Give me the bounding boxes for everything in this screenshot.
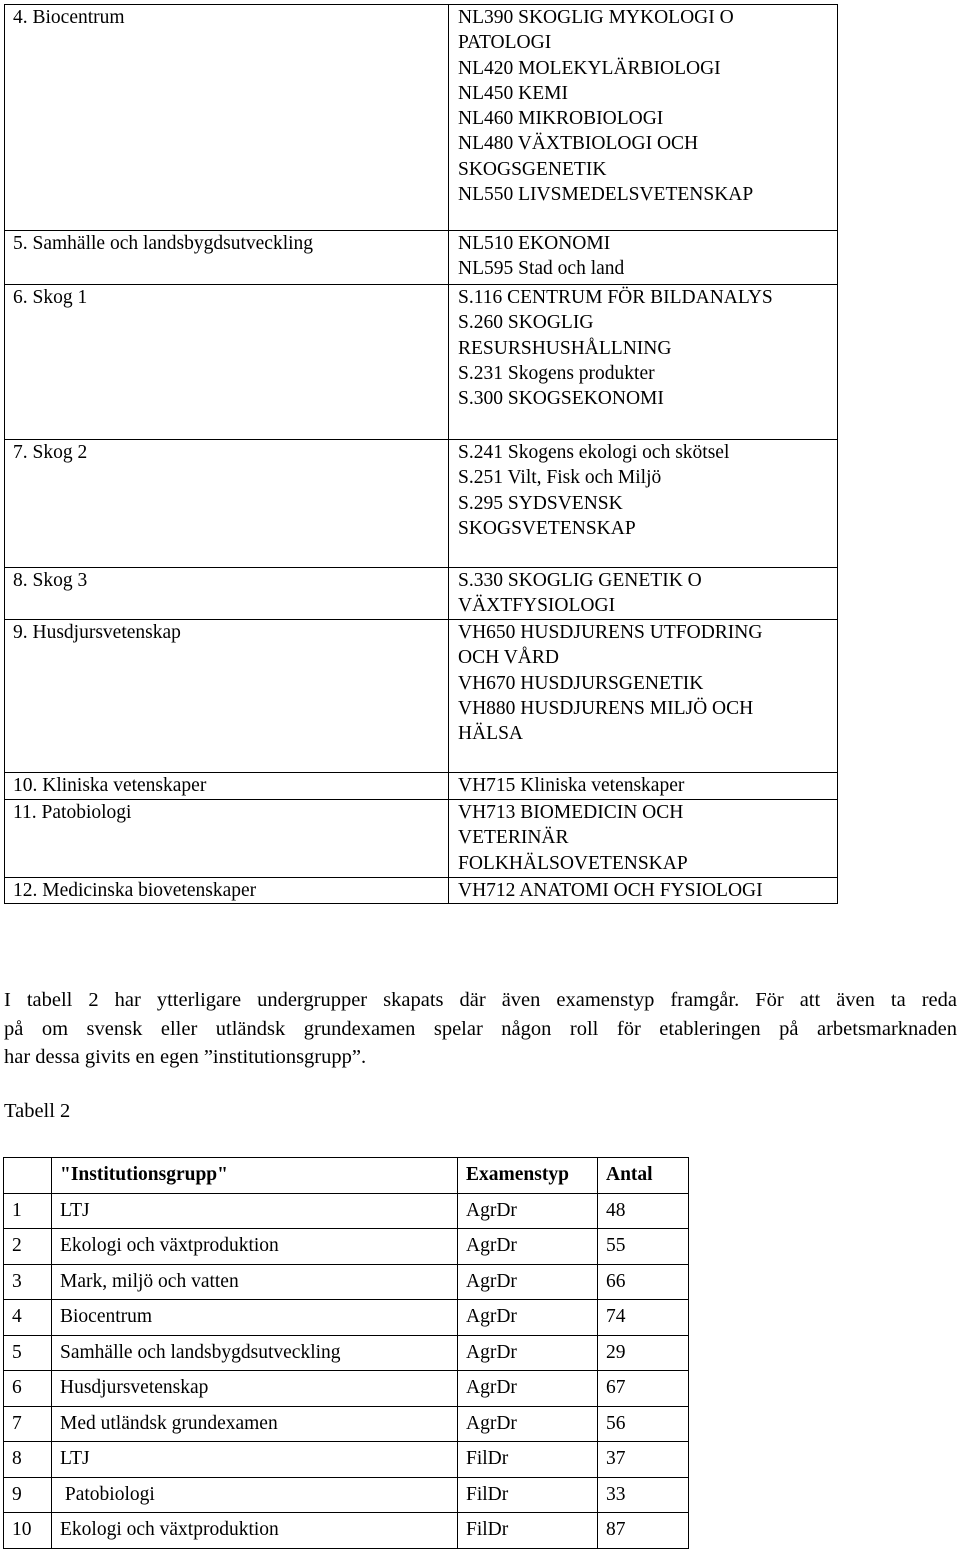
- department-line: S.241 Skogens ekologi och skötsel: [458, 442, 730, 463]
- group-name-cell: Patobiologi: [52, 1477, 458, 1513]
- paragraph-line: I tabell 2 har ytterligare undergrupper skapats där även examenstyp framgår. För att även ta reda: [4, 989, 957, 1011]
- department-line: S.231 Skogens produkter: [458, 362, 655, 384]
- degree-type-cell: AgrDr: [458, 1335, 598, 1371]
- department-line: NL450 KEMI: [458, 82, 568, 104]
- table-row: [5, 231, 838, 285]
- department-line: NL390 SKOGLIG MYKOLOGI O: [458, 7, 734, 28]
- degree-type-cell: AgrDr: [458, 1229, 598, 1265]
- department-line: S.116 CENTRUM FÖR BILDANALYS: [458, 287, 773, 308]
- degree-type-cell: AgrDr: [458, 1406, 598, 1442]
- paragraph-line: har dessa givits en egen ”institutionsgrupp”.: [4, 1046, 367, 1068]
- table-row: [5, 440, 838, 568]
- department-line: S.251 Vilt, Fisk och Miljö: [458, 467, 662, 489]
- department-line: NL480 VÄXTBIOLOGI OCH: [458, 133, 699, 155]
- count-cell: 55: [598, 1229, 689, 1265]
- department-list-cell: [449, 440, 838, 568]
- department-line: NL550 LIVSMEDELSVETENSKAP: [458, 184, 754, 206]
- department-list-cell: [449, 620, 838, 773]
- department-line: NL420 MOLEKYLÄRBIOLOGI: [458, 57, 721, 79]
- header-cell-group: "Institutionsgrupp": [52, 1158, 458, 1194]
- department-line: S.260 SKOGLIG: [458, 312, 594, 334]
- group-name-cell: Biocentrum: [52, 1300, 458, 1336]
- department-list-cell: [449, 773, 838, 800]
- faculty-group-cell: 12. Medicinska biovetenskaper: [5, 878, 449, 904]
- table-row: [5, 285, 838, 440]
- department-list-cell: [449, 5, 838, 231]
- table-row: [5, 5, 838, 231]
- table-row: [4, 1193, 689, 1229]
- department-list-cell: [449, 231, 838, 285]
- department-line: VH880 HUSDJURENS MILJÖ OCH: [458, 697, 754, 719]
- degree-type-cell: FilDr: [458, 1513, 598, 1549]
- paragraph-line: på om svensk eller utländsk grundexamen spelar någon roll för etableringen på arbetsmarknaden: [4, 1017, 957, 1040]
- body-paragraph: [4, 986, 957, 1072]
- row-number-cell: 6: [4, 1371, 52, 1407]
- department-line: VETERINÄR: [458, 827, 569, 849]
- count-cell: 48: [598, 1193, 689, 1229]
- table-row: [4, 1229, 689, 1265]
- department-line: VH650 HUSDJURENS UTFODRING: [458, 622, 763, 643]
- faculty-group-cell: 8. Skog 3: [5, 568, 449, 620]
- department-line: S.330 SKOGLIG GENETIK O: [458, 570, 702, 591]
- count-cell: 29: [598, 1335, 689, 1371]
- table-caption: Tabell 2: [4, 1100, 71, 1122]
- department-line: FOLKHÄLSOVETENSKAP: [458, 852, 688, 874]
- group-name-cell: LTJ: [52, 1442, 458, 1478]
- department-line: VH670 HUSDJURSGENETIK: [458, 672, 704, 694]
- department-list-cell: [449, 568, 838, 620]
- department-list-cell: [449, 800, 838, 878]
- department-line: PATOLOGI: [458, 32, 552, 54]
- row-number-cell: 2: [4, 1229, 52, 1265]
- department-line: S.295 SYDSVENSK: [458, 492, 623, 514]
- row-number-cell: 5: [4, 1335, 52, 1371]
- count-cell: 74: [598, 1300, 689, 1336]
- table-row: [4, 1300, 689, 1336]
- department-line: NL595 Stad och land: [458, 258, 625, 280]
- degree-type-cell: FilDr: [458, 1477, 598, 1513]
- group-name-cell: Samhälle och landsbygdsutveckling: [52, 1335, 458, 1371]
- group-name-cell: Husdjursvetenskap: [52, 1371, 458, 1407]
- table-row: [4, 1264, 689, 1300]
- department-table: [4, 4, 838, 904]
- degree-type-cell: AgrDr: [458, 1193, 598, 1229]
- faculty-group-cell: 10. Kliniska vetenskaper: [5, 773, 449, 800]
- count-cell: 66: [598, 1264, 689, 1300]
- count-cell: 33: [598, 1477, 689, 1513]
- group-name-cell: Ekologi och växtproduktion: [52, 1513, 458, 1549]
- table-row: [5, 800, 838, 878]
- count-cell: 87: [598, 1513, 689, 1549]
- row-number-cell: 4: [4, 1300, 52, 1336]
- department-list-cell: [449, 285, 838, 440]
- department-line: NL460 MIKROBIOLOGI: [458, 108, 664, 130]
- row-number-cell: 9: [4, 1477, 52, 1513]
- header-cell-number: [4, 1158, 52, 1194]
- table-row: [4, 1513, 689, 1549]
- table-row: [5, 878, 838, 904]
- department-line: VH712 ANATOMI OCH FYSIOLOGI: [458, 880, 763, 901]
- degree-type-cell: AgrDr: [458, 1371, 598, 1407]
- faculty-group-cell: 5. Samhälle och landsbygdsutveckling: [5, 231, 449, 285]
- department-line: HÄLSA: [458, 723, 524, 745]
- department-line: NL510 EKONOMI: [458, 233, 611, 254]
- table-row: [5, 568, 838, 620]
- group-name-cell: Mark, miljö och vatten: [52, 1264, 458, 1300]
- count-cell: 67: [598, 1371, 689, 1407]
- group-name-cell: LTJ: [52, 1193, 458, 1229]
- department-line: S.300 SKOGSEKONOMI: [458, 388, 664, 410]
- faculty-group-cell: 9. Husdjursvetenskap: [5, 620, 449, 773]
- department-line: VH715 Kliniska vetenskaper: [458, 775, 685, 796]
- group-name-cell: Med utländsk grundexamen: [52, 1406, 458, 1442]
- department-line: VÄXTFYSIOLOGI: [458, 595, 616, 617]
- table-row: [5, 773, 838, 800]
- department-line: SKOGSVETENSKAP: [458, 517, 636, 539]
- row-number-cell: 10: [4, 1513, 52, 1549]
- table-row: [4, 1442, 689, 1478]
- department-line: VH713 BIOMEDICIN OCH: [458, 802, 684, 823]
- table-header-row: [4, 1158, 689, 1194]
- faculty-group-cell: 11. Patobiologi: [5, 800, 449, 878]
- header-cell-degree: Examenstyp: [458, 1158, 598, 1194]
- degree-type-cell: FilDr: [458, 1442, 598, 1478]
- row-number-cell: 1: [4, 1193, 52, 1229]
- degree-type-cell: AgrDr: [458, 1264, 598, 1300]
- table-row: [4, 1335, 689, 1371]
- row-number-cell: 8: [4, 1442, 52, 1478]
- faculty-group-cell: 4. Biocentrum: [5, 5, 449, 231]
- table-row: [4, 1477, 689, 1513]
- group-name-cell: Ekologi och växtproduktion: [52, 1229, 458, 1265]
- department-line: OCH VÅRD: [458, 647, 559, 669]
- institution-group-table: [3, 1157, 689, 1549]
- row-number-cell: 3: [4, 1264, 52, 1300]
- department-line: RESURSHUSHÅLLNING: [458, 337, 672, 359]
- department-list-cell: [449, 878, 838, 904]
- table-row: [4, 1406, 689, 1442]
- row-number-cell: 7: [4, 1406, 52, 1442]
- count-cell: 56: [598, 1406, 689, 1442]
- table-row: [5, 620, 838, 773]
- department-line: SKOGSGENETIK: [458, 158, 607, 180]
- header-cell-count: Antal: [598, 1158, 689, 1194]
- faculty-group-cell: 7. Skog 2: [5, 440, 449, 568]
- table-row: [4, 1371, 689, 1407]
- degree-type-cell: AgrDr: [458, 1300, 598, 1336]
- faculty-group-cell: 6. Skog 1: [5, 285, 449, 440]
- count-cell: 37: [598, 1442, 689, 1478]
